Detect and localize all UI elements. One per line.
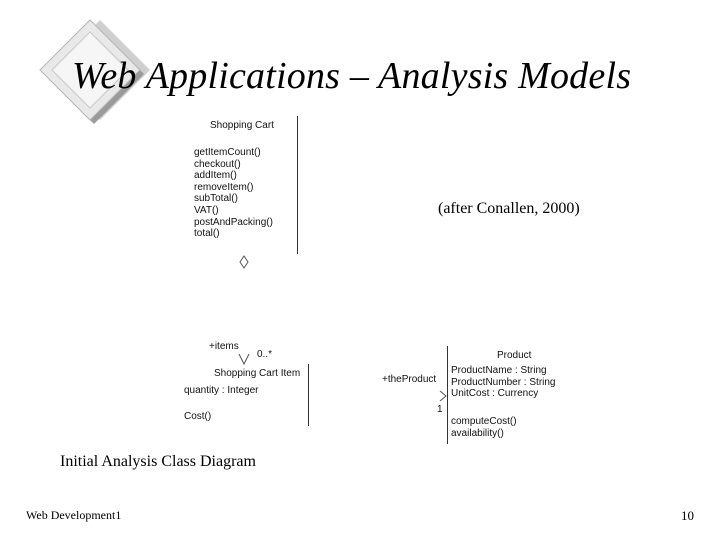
association-multiplicity-product: 1 bbox=[437, 404, 443, 415]
class-name-shopping-cart: Shopping Cart bbox=[210, 120, 274, 131]
operation: checkout() bbox=[194, 158, 241, 170]
slide-title: Web Applications – Analysis Models bbox=[72, 55, 632, 97]
operation: getItemCount() bbox=[194, 147, 261, 158]
association-role-items: +items bbox=[209, 341, 239, 352]
operation: availability() bbox=[451, 427, 504, 439]
class-name-product: Product bbox=[497, 350, 532, 361]
aggregation-diamond-icon bbox=[240, 256, 248, 268]
operation: VAT() bbox=[194, 204, 219, 216]
class-name-shopping-cart-item: Shopping Cart Item bbox=[214, 368, 301, 379]
attribute: ProductName : String bbox=[451, 365, 547, 376]
operation: addItem() bbox=[194, 170, 237, 182]
association-role-product: +theProduct bbox=[382, 374, 437, 385]
operation: total() bbox=[194, 228, 220, 240]
citation: (after Conallen, 2000) bbox=[438, 200, 580, 217]
footer-text: Web Development1 bbox=[26, 508, 122, 522]
attribute: quantity : Integer bbox=[184, 385, 259, 396]
association-multiplicity-items: 0..* bbox=[257, 349, 273, 360]
navigation-arrow-icon bbox=[440, 391, 446, 401]
attribute: UnitCost : Currency bbox=[451, 388, 539, 400]
page-number: 10 bbox=[681, 508, 694, 523]
operation: postAndPacking() bbox=[194, 216, 273, 228]
navigation-arrow-icon bbox=[239, 354, 249, 364]
attribute: ProductNumber : String bbox=[451, 376, 556, 388]
operation: computeCost() bbox=[451, 416, 517, 427]
operation: subTotal() bbox=[194, 193, 238, 205]
operation: removeItem() bbox=[194, 181, 254, 193]
diagram-caption: Initial Analysis Class Diagram bbox=[60, 453, 256, 470]
operation: Cost() bbox=[184, 411, 212, 422]
